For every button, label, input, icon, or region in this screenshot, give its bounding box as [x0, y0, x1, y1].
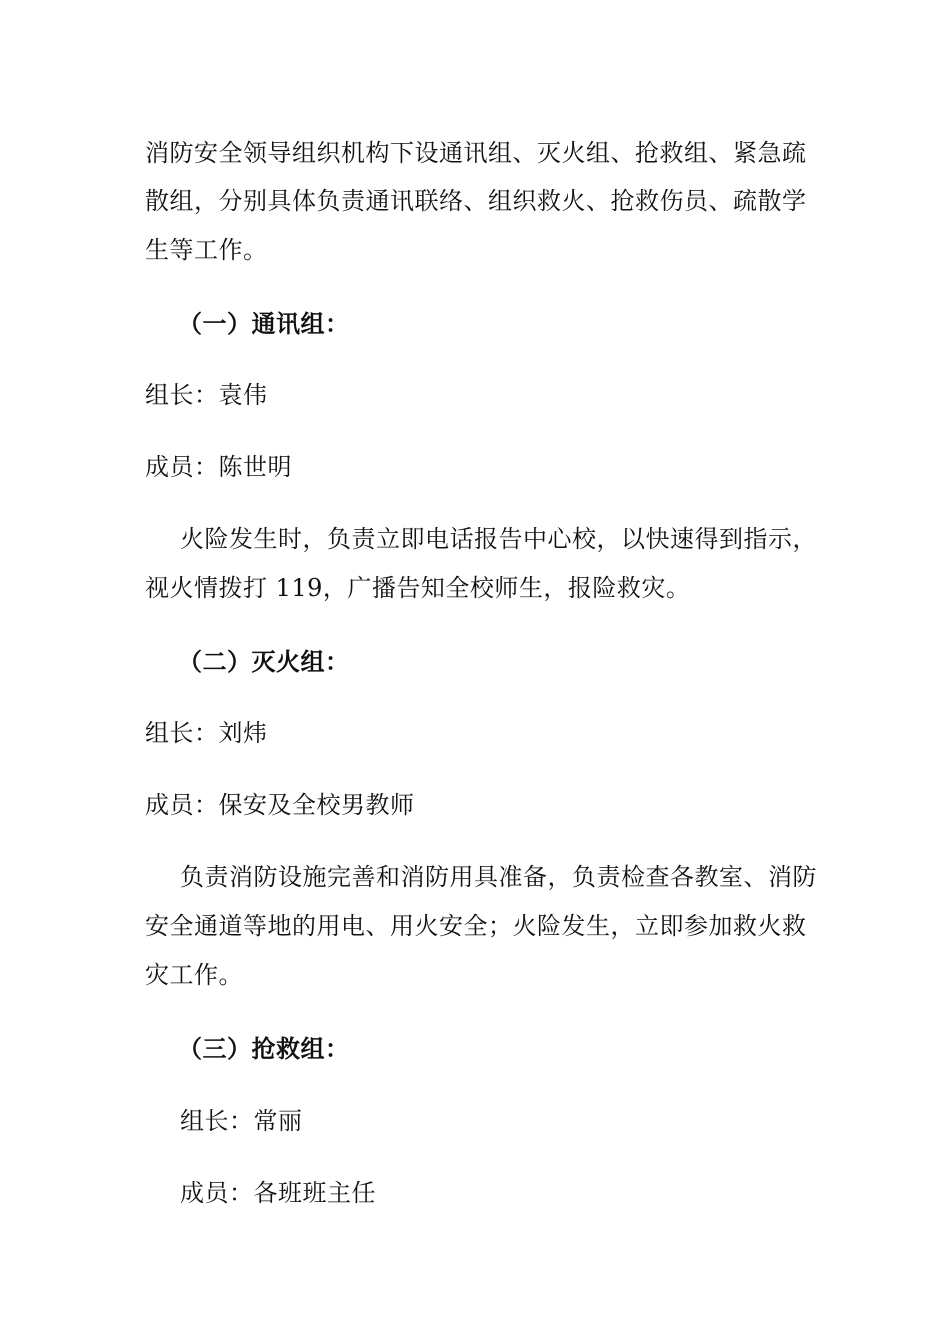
section2-duty-line-2: 安全通道等地的用电、用火安全；火险发生，立即参加救火救: [145, 912, 807, 940]
section3-members: 成员：各班班主任: [180, 1179, 376, 1207]
section2-members: 成员：保安及全校男教师: [145, 791, 415, 819]
section2-heading: （二）灭火组：: [178, 647, 350, 676]
section3-heading: （三）抢救组：: [178, 1034, 350, 1063]
section2-leader: 组长：刘炜: [145, 719, 268, 747]
intro-line-2: 散组，分别具体负责通讯联络、组织救火、抢救伤员、疏散学: [145, 187, 807, 215]
intro-line-1: 消防安全领导组织机构下设通讯组、灭火组、抢救组、紧急疏: [145, 139, 807, 167]
section1-leader: 组长：袁伟: [145, 381, 268, 409]
section2-duty-line-1: 负责消防设施完善和消防用具准备，负责检查各教室、消防: [180, 863, 817, 891]
section1-heading: （一）通讯组：: [178, 309, 350, 338]
section3-leader: 组长：常丽: [180, 1107, 303, 1135]
intro-line-3: 生等工作。: [145, 236, 268, 264]
section2-duty-line-3: 灾工作。: [145, 961, 243, 989]
section1-duty-line-2: 视火情拨打 119，广播告知全校师生，报险救灾。: [145, 574, 691, 602]
section1-duty-line-1: 火险发生时，负责立即电话报告中心校，以快速得到指示，: [180, 525, 817, 553]
section1-members: 成员：陈世明: [145, 453, 292, 481]
